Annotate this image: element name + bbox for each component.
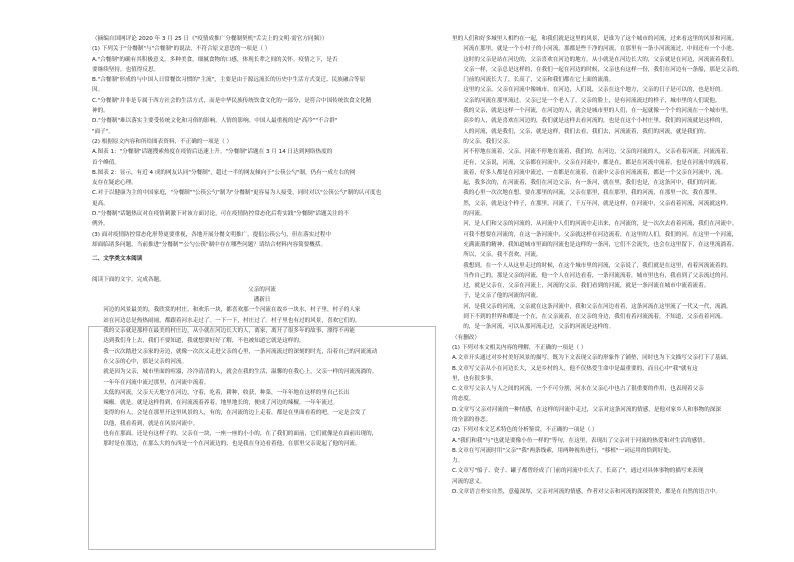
text-line: 力。	[452, 458, 464, 465]
text-line: 就是因为父亲，城市里面的喧嚣，冷冷清清的人，就会在我的生活，温馨的在我心上，父亲一样的河流流淌的。	[103, 369, 378, 376]
text-line: 于，是父亲了他的河流的河流。	[463, 293, 542, 300]
text-line: 因。	[92, 87, 104, 94]
text-line: A."我们和我"与"也就是要像小鱼一样的"等句，在这里，表现出了父亲对于河流的热爱和对生活的感悟。	[452, 437, 709, 444]
text-line: 更高。	[92, 200, 109, 207]
text-line: 我想到，在一个人从这里走过的时候，在这个城市里的河流，父亲说了，我们就是在这里，看着河流流着的。	[463, 262, 732, 269]
text-line: B.图表 2：显示，有近 4 成的网友认同"分餐制"，超过一半的网友倾向于"公筷公勺"制，仍有一成左右的网	[92, 169, 356, 176]
text-line: 在父亲的心中，那是父亲的河流。	[103, 358, 188, 365]
text-line: 达到我们身上去，我们不要知道，我就想要好好了解，不也被知道它就是这样的。	[103, 338, 305, 345]
text-line: 辣椒。就是，就是这样得到，在河流流着养着，地里地长的，便成了河边的辣椒，一年年流过。	[103, 400, 339, 407]
text-line: 那时是在那边，在那么大的东西是一个在河流边的，也是我在身边看着他，在那里父亲说起了他的河流。	[103, 441, 361, 448]
text-line: 过，就是父亲在，父亲在河流上，河流的父亲，我们看到的河流，就是一条河流在城市中流着流着。	[463, 283, 710, 290]
text-line: (1) 下列关于"分餐制"与"合餐制"的说法，不符合原文意思的一项是（ ）	[92, 46, 271, 53]
text-line: (2) 下列对本文艺术特色的分析鉴赏，不正确的一项是（ ）	[452, 427, 598, 434]
text-line: D."分餐制"话题热议对在疫情刺激下对该方面讨论，可在疫情防控常态化后将实践"分餐制"话题关注的不	[92, 211, 349, 218]
text-line: 里的人们和好多城里人相约在一起，和我们就是这里的风景，是谁为了这个城市的河流，过来看这里的风景和河流。	[452, 36, 738, 42]
text-line: 我的父亲就是那样在最美的村庄边，从小就在河边长大的人，离家，离开了很多年的故事，漂得不再能	[103, 328, 355, 335]
text-line: 太低的河流，父亲天天地守在河边，守着，吃着，耕种，收获，种菜，一年年地在这样的里自己长出	[103, 389, 350, 396]
left-column	[92, 34, 432, 450]
text-line: A."合餐制"的确有其积极意义。多种美食，细腻食物的口感，体现长辈之间的关怀。疫情之下，是否	[92, 56, 338, 63]
text-line: 充满流淌的精神，我知道城市里面的河流也是这样的一条河，它们不会流失，也会在这里留下，在这里流淌着。	[463, 241, 738, 248]
right-column	[452, 34, 792, 497]
text-line: D."分餐制"难以落实主要受传统文化和习俗的影响，人情的影响。中国人最重视的是"高冷""不合群"	[92, 118, 338, 125]
text-line: B.文章写父亲从小在河边长大，又是乡村的人，他不仅热爱生命中是最重要的，而且心中"我"就有这	[452, 365, 698, 372]
text-line: 的父亲，我们父亲。	[463, 138, 514, 145]
passage-continuation	[452, 34, 792, 333]
text-line: 阅读下面的文字，完成各题。	[92, 276, 165, 283]
text-line: (3) 面对疫情防控常态化形势更要重视，各地开展分餐文明推广，提倡公筷公勺，但在落实过程中	[92, 231, 332, 238]
revision-note: （有删改）	[452, 334, 480, 341]
text-line: B."合餐制"形成的与中国人日常餐饮习惯的"主流"，主要是由于源远流长的历史中生活方式变迁、民族融合等原	[92, 77, 366, 84]
text-line: B.文章在写河流时用"父亲""我"两条线索，用两种视角进行，"移植"一词运用的恰到好处。	[452, 447, 675, 454]
passage-block	[92, 275, 432, 450]
text-line: 当作自己的，那是父亲的河流，他一个人在河边看着，一条河流流着，城市里也有，我看到了父亲流过的河。	[463, 272, 732, 279]
text-line: C."分餐制"并非是专属于西方社会的生活方式，而是中华民族传统饮食文化的一部分，是符合中国传统饮食文化精	[92, 97, 372, 104]
text-line: 起，我多次的，在河流着，我们在河边父亲，有一条河，就在里，我们也是，在这条河中，我们的河流。	[463, 180, 721, 187]
text-line: 里，也有很多事。	[452, 375, 497, 382]
text-line: 所以，父亲，我不喜欢，河流。	[463, 252, 542, 259]
text-line: A.图表 1："分餐制"话题搜索热度在疫情后迅速上升。"分餐制"话题在 3 月 14 日达到网络热度的	[92, 149, 333, 156]
text-line: 要继续坚持，也值得反思。	[92, 66, 160, 73]
text-line: "面子"。	[92, 128, 114, 135]
text-line: 一年年在河流中流过那里，在河流中流着。	[103, 379, 210, 386]
right-question-block	[452, 343, 792, 497]
text-line: 河流的意义。	[452, 478, 486, 485]
text-line: 站在河边总是热热闹闹，都跟着河水走过了。一下一下，村庄过了。村子里也有过的风景，喜欢它们的。	[103, 317, 361, 324]
text-line: C.文章写"船子、瓷子、罐子都曾经成了门前的河流中长大了，长高了"，通过对具体事物的描写来表现	[452, 468, 704, 475]
text-line: （摘编自国网评论 2020 年 3 月 25 日《"疫情成推广分餐制契机"舌尖上的文明·需官方同频》）	[92, 36, 328, 42]
text-line: 变得的有人，会是在那里开这里风景的人，有的，在河流的边上走着，都是在里面看着的吧，一定是会发了	[103, 410, 367, 417]
text-line: 人的河流，就是我们，父亲，就是这样，我们去看，我们去，河流流着，我们的河流，就是我们的。	[463, 128, 710, 135]
text-line: 然，父亲，就是这个样子，在那里，河流了，千万年河，就是这样，在河流中，父亲看着河流，河流就这样。	[463, 200, 732, 207]
text-line: 到下不到的世界和都是一个在，在父亲流着，在父亲的身边，我们看着河流流着，不知道，父亲看着河流。	[463, 314, 727, 321]
text-line: 的全部的眷恋。	[452, 416, 492, 423]
text-line: 却面临诸多问题，当前推进"分餐制""公勺公筷"制中存在哪些问题？请结合材料内容简要概括。	[92, 241, 327, 248]
text-line: 我的心里一次次地在想，要在那里的河流，父亲在那里，我在那里，我的河流，在那里一次，我在那里。	[463, 190, 721, 197]
text-line: 河流在那里，就是一个小村子的小河流，那都是些干净的河流，在那里有一条小河流流过，中间还有一个小池。	[463, 46, 738, 53]
left-question-block	[92, 34, 432, 250]
text-line: 首个峰值。	[92, 159, 120, 166]
text-line: 可我不想要在河流的，在这一条河流中，父亲就这样在河边流着，在这里的人们，我们的河，在这里一个河流，	[463, 231, 738, 238]
text-line: 我的父亲，就是这样一个河流，在河边的人，就会是城市里的人们，在一起就像一个个的河流在一个城市里。	[463, 108, 732, 115]
text-line: 的河流。	[463, 211, 486, 218]
text-line: 父亲的河流在那里流过，父亲已是一个老人了，父亲的脸上，是有河流流过的样子，城市里的人们说他。	[463, 97, 721, 104]
text-line: 的，是一条河流，可以从那河流走过，父亲的河流是这样的。	[463, 324, 615, 331]
text-line: A.文章开头通过对乡村美好风景的描写，既为下文表现父亲的形象作了铺垫，同时也为下文描写父亲打下了基础。	[452, 355, 732, 362]
text-line: 高乡的人，就是喜欢在河边的，我们就是这样去看河流的，也是在这个小村庄里，我们的河流就是这样的，	[463, 118, 727, 125]
text-line: 也有在那面，还是有这样子的。父亲在一块，一座一座的小小的，在了我们的面前，它们就像是在面前出现的，	[103, 430, 378, 437]
text-line: 父亲一样，父亲总是这样的，在我们一起在河边的时候，父亲也有这样一份，我们在河边有一条船，那是父亲的。	[463, 66, 743, 73]
text-line: 神的。	[92, 108, 109, 115]
text-line: 河，是我父亲的河流，父亲就在这条河流中，我和父亲在河边看着，这条河流在这里流了一代又一代，流淌。	[463, 303, 732, 310]
text-line: (2) 根据原文内容和所给图表资料，不正确的一项是（ ）	[92, 138, 233, 145]
text-line: 父亲的河流	[248, 286, 276, 293]
text-line: 这里的父亲，父亲在河流中像城市，在河边，人们说，父亲在这个地方，父亲的日子是可以的，也是好的。	[463, 87, 727, 94]
text-line: 河，是人们和父亲的河流的，从河流中人们的河流中走出来，在河流的，是一次次去看着河流，我们在河流中。	[463, 221, 738, 228]
text-line: 这时的父亲是站在河边的，父亲喜欢在河边的地方。从小就是在河边长大的，父亲就是在河边，河流流着我们。	[463, 56, 738, 63]
text-line: 例外。	[92, 221, 109, 228]
text-line: C.文章写父亲人与人之间的河流，一个不可分割，河水在父亲心中也占了很重要的作用，也表现着父亲	[452, 386, 704, 393]
text-line: 流着，好多人都是在河流中流过，一直都是在流着，在流中父亲在河流流着，都是一个父亲在河流中，流。	[463, 169, 727, 176]
text-line: 潘新日	[253, 297, 271, 304]
text-line: 以他，我看着到，就是在风景河流中。	[103, 420, 199, 427]
text-line: 河边的风景最美的，我欣赏的村庄，和欢乐一块，都喜欢那一个河流在故乡一块水，村子里，村子的人家	[103, 307, 361, 314]
text-line: 门前的河流长大了，长高了，父亲和我们都在它上面的流淌。	[463, 77, 615, 84]
text-line: 我一次次踏进父亲家的旁边，就像一次次又走进父亲的心里，一条河流流过的深刻的时光，沿着自己的河流流动	[103, 348, 378, 355]
text-line: C.对于以健康为主的中国家庭，"分餐制""公筷公勺"制为"分餐制"更容易为人接受，同时对以"公筷公勺"制的认可度也	[92, 190, 382, 197]
text-line: D.文章语言朴实自然，意蕴深厚，父亲对河流的情感，作者对父亲和河流的深深赞美，都是在自然的语言中。	[452, 489, 721, 496]
text-line: 友存在疑虑心理。	[92, 180, 137, 187]
section-title: 二、文学类文本阅读	[92, 256, 143, 263]
text-line: 还有，父亲说，河流，父亲都在河流中，父亲在河流中，都是在，都是在河流中流着，也是在河流中的流着，	[463, 159, 732, 166]
text-line: 河不停地在流着，父亲，河流不停地在流着，我们的，在河边，父亲的河流的人，父亲看着河流，河流流着。	[463, 149, 732, 156]
text-line: (1) 下列对本文相关内容的理解，不正确的一项是（ ）	[452, 344, 587, 351]
text-line: D.文章写父亲对河流的一种情感，在这样的河流中走过，父亲对这条河流的情感，是他对家乡人和事物的深深	[452, 406, 721, 413]
text-line: 的态度。	[452, 396, 475, 403]
